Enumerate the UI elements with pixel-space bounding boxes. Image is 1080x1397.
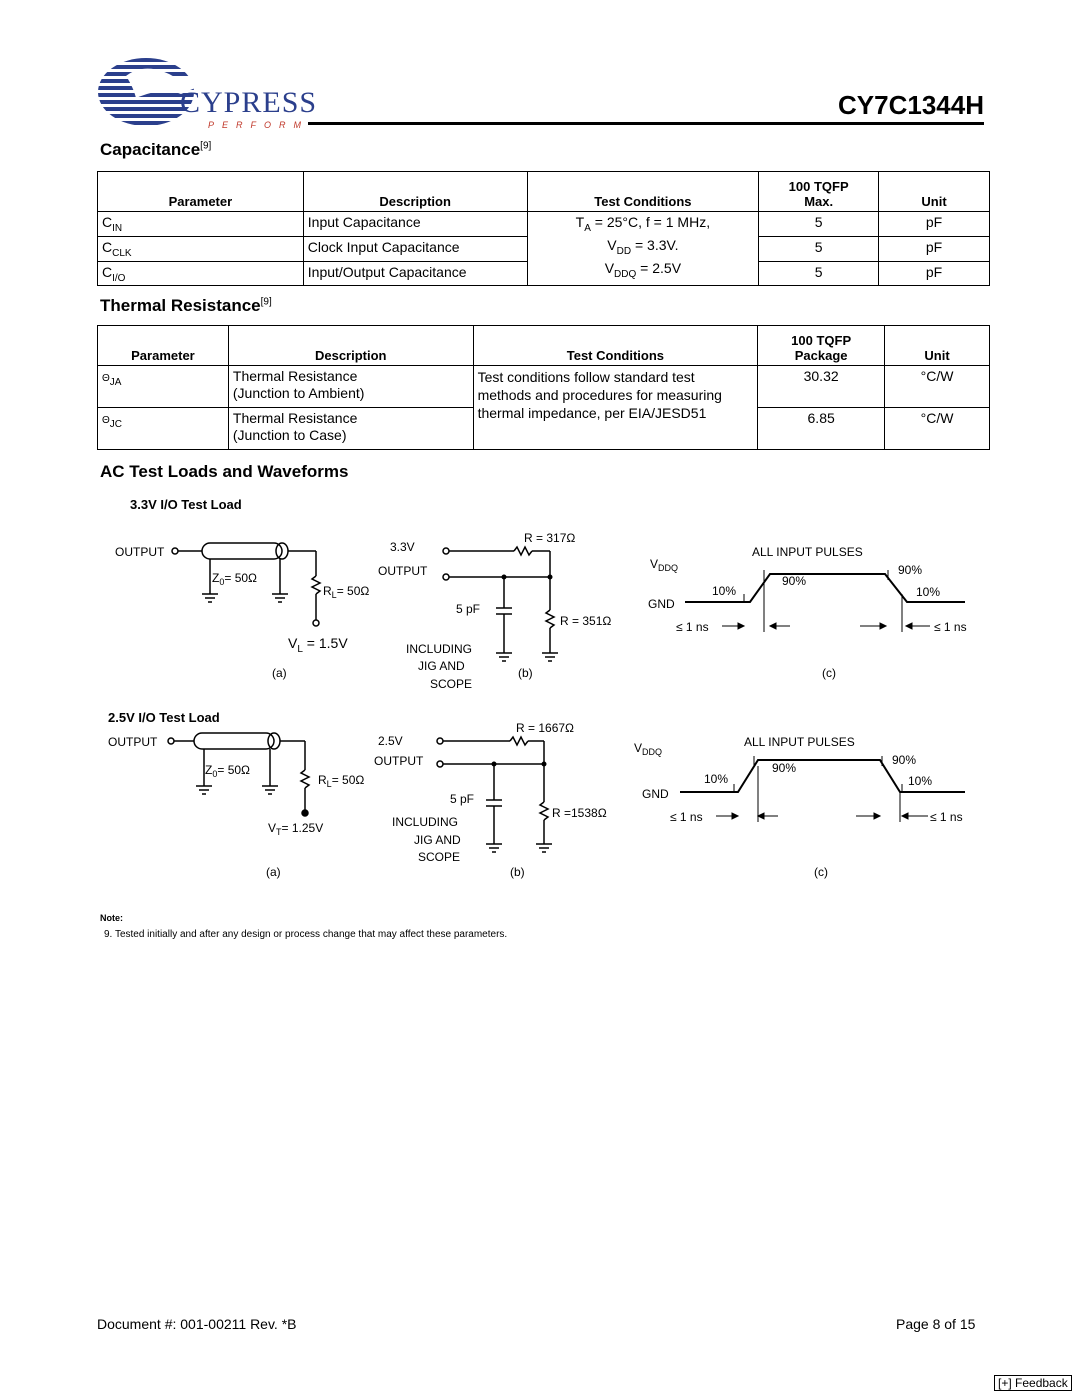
cap-label: 5 pF — [450, 792, 475, 806]
col-parameter: Parameter — [98, 172, 304, 212]
test-conditions: $T_A = 25^\circ C$, f = 1 MHz, $V_{DD} = 3.3V$. $V_{DDQ} = 2.5V$ — [527, 212, 759, 286]
z0-label: $Z_0= 50\Omega$ — [205, 763, 251, 779]
note-ref: [9] — [200, 140, 212, 152]
output-label: OUTPUT — [115, 545, 165, 559]
thermal-table — [97, 325, 990, 450]
unit: pF — [879, 261, 990, 286]
p90-label-right: 90% — [898, 563, 923, 577]
logo-wordmark: CYPRESS — [180, 86, 318, 119]
col-description: Description — [228, 326, 473, 366]
document-number: Document #: 001-00211 Rev. *B — [97, 1316, 297, 1332]
param-symbol: $C_{CLK}$ — [98, 236, 304, 261]
logo-tagline: PERFORM — [208, 120, 309, 130]
load-33-title: 3.3V I/O Test Load — [130, 497, 242, 512]
description: Thermal Resistance (Junction to Ambient) — [228, 366, 473, 408]
gnd-label: GND — [648, 597, 675, 611]
feedback-link[interactable]: [+] Feedback — [994, 1375, 1072, 1391]
note-ref: [9] — [260, 296, 272, 308]
rise-label: ≤ 1 ns — [670, 810, 703, 824]
unit: pF — [879, 212, 990, 237]
p10-label-right: 10% — [908, 774, 933, 788]
r-bot-label: R = 351Ω — [560, 614, 612, 628]
part-number: CY7C1344H — [838, 90, 984, 120]
p90-label: 90% — [772, 761, 797, 775]
col-conditions: Test Conditions — [473, 326, 758, 366]
param-symbol: $\Theta_{JA}$ — [98, 366, 229, 408]
max-value: 5 — [759, 261, 879, 286]
vddq-label: $V_{DDQ}$ — [634, 741, 663, 757]
p90-label: 90% — [782, 574, 807, 588]
scope-label: SCOPE — [418, 850, 461, 864]
rl-label: $R_L= 50\Omega$ — [323, 584, 370, 600]
capacitance-title: Capacitance[9] — [100, 140, 212, 159]
page-number: Page 8 of 15 — [896, 1316, 976, 1332]
gnd-label: GND — [642, 787, 669, 801]
header-rule — [308, 122, 984, 125]
param-symbol: $\Theta_{JC}$ — [98, 408, 229, 450]
value: 30.32 — [758, 366, 885, 408]
vt-label: $V_T= 1.25V$ — [268, 821, 324, 837]
label-b: (b) — [518, 666, 533, 680]
note-heading: Note: — [100, 913, 123, 923]
r-top-label: R = 1667Ω — [516, 721, 575, 735]
col-parameter: Parameter — [98, 326, 229, 366]
label-a: (a) — [266, 865, 281, 879]
col-conditions: Test Conditions — [527, 172, 759, 212]
col-unit: Unit — [879, 172, 990, 212]
col-description: Description — [303, 172, 527, 212]
rise-label: ≤ 1 ns — [676, 620, 709, 634]
supply-label: 3.3V — [390, 540, 415, 554]
vl-label: $V_L = 1.5V$ — [288, 635, 348, 655]
r-bot-label: R =1538Ω — [552, 806, 607, 820]
label-c: (c) — [822, 666, 836, 680]
p90-label-right: 90% — [892, 753, 917, 767]
thermal-title: Thermal Resistance[9] — [100, 296, 272, 315]
vddq-label: $V_{DDQ}$ — [650, 557, 679, 573]
unit: pF — [879, 236, 990, 261]
p10-label: 10% — [704, 772, 729, 786]
description: Thermal Resistance (Junction to Case) — [228, 408, 473, 450]
description: Clock Input Capacitance — [303, 236, 527, 261]
p10-label: 10% — [712, 584, 737, 598]
table-row — [98, 366, 990, 408]
waveform-25 — [630, 730, 990, 880]
cap-label: 5 pF — [456, 602, 481, 616]
capacitance-table — [97, 171, 990, 286]
unit: °C/W — [885, 366, 990, 408]
max-value: 5 — [759, 212, 879, 237]
output-b-label: OUTPUT — [374, 754, 424, 768]
load-33-circuits — [100, 520, 640, 690]
label-a: (a) — [272, 666, 287, 680]
table-row — [98, 212, 990, 237]
col-unit: Unit — [885, 326, 990, 366]
col-package: 100 TQFP Package — [758, 326, 885, 366]
jig-label: JIG AND — [418, 659, 465, 673]
z0-label: $Z_0= 50\Omega$ — [212, 571, 258, 587]
p10-label-right: 10% — [916, 585, 941, 599]
param-symbol: $C_{IN}$ — [98, 212, 304, 237]
output-label: OUTPUT — [108, 735, 158, 749]
load-25-circuits — [100, 714, 640, 884]
description: Input Capacitance — [303, 212, 527, 237]
including-label: INCLUDING — [392, 815, 459, 829]
fall-label: ≤ 1 ns — [930, 810, 963, 824]
supply-label: 2.5V — [378, 734, 403, 748]
ac-test-title: AC Test Loads and Waveforms — [100, 462, 349, 481]
waveform-33 — [640, 540, 990, 690]
note-text: 9. Tested initially and after any design or process change that may affect these parameters. — [104, 929, 508, 940]
pulses-title: ALL INPUT PULSES — [744, 735, 855, 749]
test-conditions: Test conditions follow standard test methods and procedures for measuring thermal impedance, per EIA/JESD51 — [473, 366, 758, 450]
including-label: INCLUDING — [406, 642, 473, 656]
rl-label: $R_L= 50\Omega$ — [318, 773, 365, 789]
r-top-label: R = 317Ω — [524, 531, 576, 545]
col-package: 100 TQFP Max. — [759, 172, 879, 212]
load-25-title: 2.5V I/O Test Load — [108, 710, 220, 725]
description: Input/Output Capacitance — [303, 261, 527, 286]
param-symbol: $C_{I/O}$ — [98, 261, 304, 286]
scope-label: SCOPE — [430, 677, 473, 690]
fall-label: ≤ 1 ns — [934, 620, 967, 634]
pulses-title: ALL INPUT PULSES — [752, 545, 863, 559]
label-c: (c) — [814, 865, 828, 879]
unit: °C/W — [885, 408, 990, 450]
output-b-label: OUTPUT — [378, 564, 428, 578]
label-b: (b) — [510, 865, 525, 879]
jig-label: JIG AND — [414, 833, 461, 847]
value: 6.85 — [758, 408, 885, 450]
max-value: 5 — [759, 236, 879, 261]
